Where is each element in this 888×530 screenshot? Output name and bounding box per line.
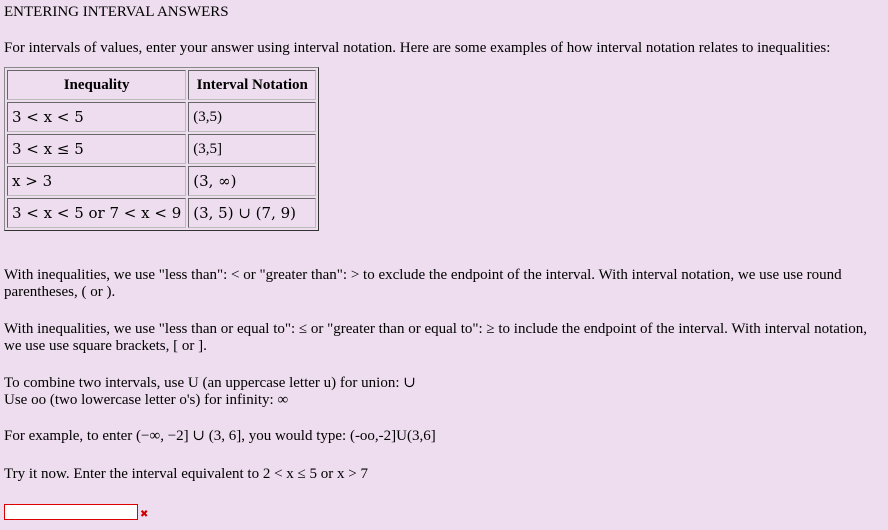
infinity-instruction: Use oo (two lowercase letter o's) for infinity: ∞	[4, 392, 289, 408]
error-cross-icon: ✖	[140, 509, 149, 520]
page-content	[4, 4, 884, 520]
exclude-endpoint-text: With inequalities, we use "less than": < or "greater than": > to exclude the endpoint of the interval. With interval notation, we use use round parentheses, ( or ).	[4, 267, 842, 300]
interval-examples-table	[4, 67, 319, 231]
example-text: For example, to enter (−∞, −2] ∪ (3, 6], you would type: (-oo,-2]U(3,6]	[4, 428, 436, 444]
header-interval-notation: Interval Notation	[188, 70, 316, 100]
table-row	[7, 166, 316, 196]
inequality-cell: 3 < x ≤ 5	[7, 134, 186, 164]
table-row	[7, 198, 316, 228]
table-row	[7, 134, 316, 164]
notation-cell: (3,5)	[188, 102, 316, 132]
answer-row	[4, 504, 148, 520]
header-inequality: Inequality	[7, 70, 186, 100]
page-title: ENTERING INTERVAL ANSWERS	[4, 4, 229, 20]
union-instruction: To combine two intervals, use U (an uppercase letter u) for union: ∪	[4, 375, 416, 391]
prompt-text: Try it now. Enter the interval equivalent to 2 < x ≤ 5 or x > 7	[4, 466, 368, 482]
notation-cell: (3, ∞)	[188, 166, 316, 196]
intro-text: For intervals of values, enter your answer using interval notation. Here are some examples of how interval notation relates to inequalities:	[4, 40, 831, 56]
inequality-cell: 3 < x < 5 or 7 < x < 9	[7, 198, 186, 228]
answer-input[interactable]	[4, 504, 138, 520]
table-row	[7, 102, 316, 132]
include-endpoint-text: With inequalities, we use "less than or equal to": ≤ or "greater than or equal to": ≥ to include the endpoint of the interval. With interval notation, we use use square brackets, [ or ].	[4, 321, 867, 354]
inequality-cell: 3 < x < 5	[7, 102, 186, 132]
notation-cell: (3, 5) ∪ (7, 9)	[188, 198, 316, 228]
table-header-row	[7, 70, 316, 100]
notation-cell: (3,5]	[188, 134, 316, 164]
inequality-cell: x > 3	[7, 166, 186, 196]
